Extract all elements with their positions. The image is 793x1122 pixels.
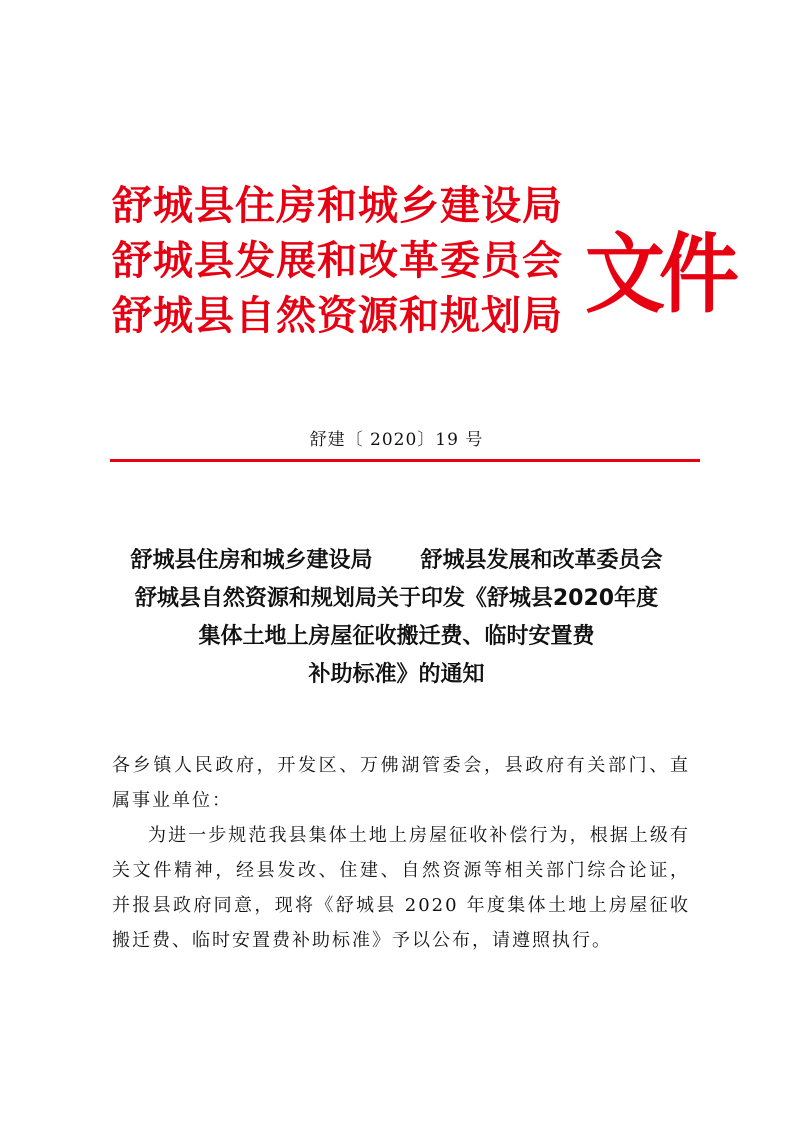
document-body <box>112 748 690 958</box>
document-mark: 文件 <box>585 223 733 325</box>
salutation: 各乡镇人民政府，开发区、万佛湖管委会，县政府有关部门、直属事业单位： <box>112 755 690 811</box>
title-line-1 <box>100 542 693 580</box>
issuer-development-commission: 舒城县发展和改革委员会 <box>112 237 563 284</box>
issuer-housing-bureau: 舒城县住房和城乡建设局 <box>112 182 563 229</box>
body-paragraph: 为进一步规范我县集体土地上房屋征收补偿行为，根据上级有关文件精神，经县发改、住建、自然资源等相关部门综合论证，并报县政府同意，现将《舒城县 2020 年度集体土地上房屋征收搬迁费、临时安置费补助标准》予以公布，请遵照执行。 <box>112 825 690 951</box>
title-line-4: 补助标准》的通知 <box>308 662 485 687</box>
document-number: 舒建〔 2020〕19 号 <box>309 430 484 450</box>
title-issuer-left: 舒城县住房和城乡建设局 <box>130 548 373 573</box>
title-issuer-right: 舒城县发展和改革委员会 <box>420 548 663 573</box>
title-line-2: 舒城县自然资源和规划局关于印发《舒城县2020年度 <box>134 586 659 611</box>
letterhead-issuers <box>112 178 582 343</box>
red-divider-rule <box>110 459 700 462</box>
title-line-3: 集体土地上房屋征收搬迁费、临时安置费 <box>198 624 595 649</box>
issuer-natural-resources-bureau: 舒城县自然资源和规划局 <box>112 292 563 339</box>
document-title <box>100 542 693 694</box>
